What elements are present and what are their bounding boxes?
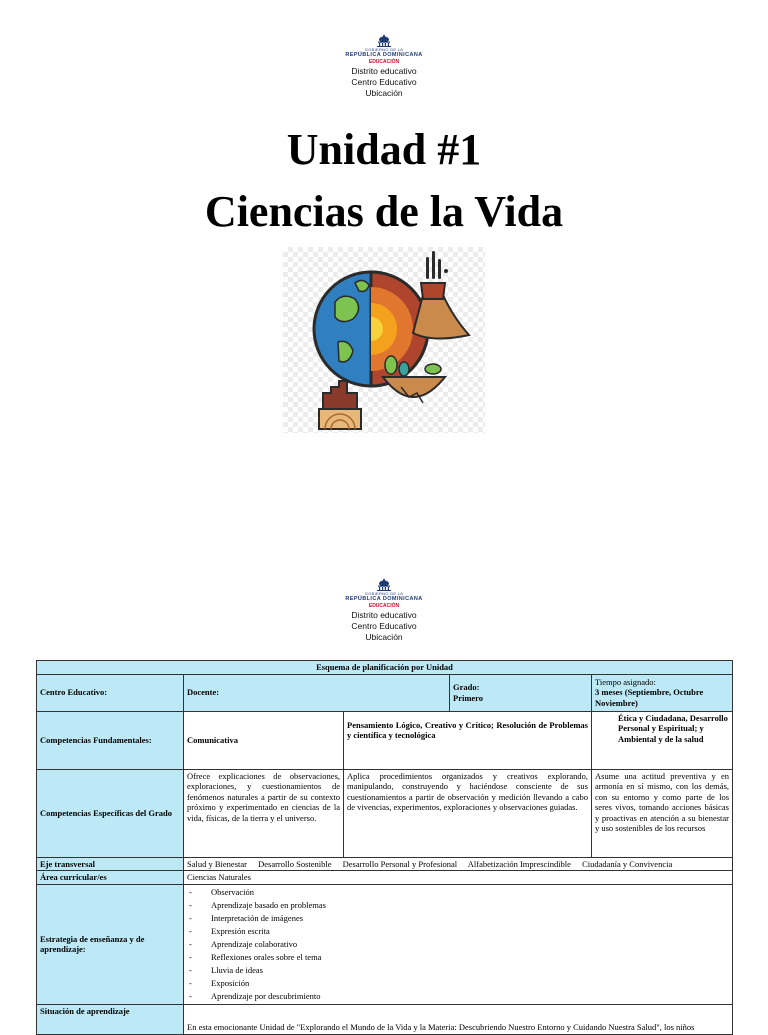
center-label: Centro Educativo (351, 77, 417, 87)
eje-values (184, 857, 733, 871)
ministry-logo-2 (344, 577, 424, 610)
location-label: Ubicación (365, 88, 403, 98)
eje-item: Desarrollo Personal y Profesional (342, 858, 458, 869)
list-item: - Observación (187, 886, 729, 899)
list-item: - Aprendizaje por descubrimiento (187, 990, 729, 1003)
tiempo-cell (592, 674, 733, 711)
grado-value: Primero (453, 692, 484, 703)
grado-label: Grado: (453, 682, 480, 692)
eje-item: Alfabetización Imprescindible (467, 858, 571, 869)
table-row (37, 871, 733, 885)
comp-fund-label: Competencias Fundamentales: (37, 711, 184, 769)
estrategia-list (187, 886, 729, 1003)
gov-small-text: GOBIERNO DE LA (364, 591, 404, 596)
eje-item: Ciudadanía y Convivencia (582, 858, 673, 869)
table-row (37, 857, 733, 871)
grado-cell (450, 674, 592, 711)
gov-country-text: REPÚBLICA DOMINICANA (345, 52, 423, 58)
eje-label: Eje transversal (37, 857, 184, 871)
comp-esp-2: Aplica procedimientos organizados y creativos explorando, manipulando, construyendo y haciéndose consciente de sus cuestionamientos a partir de observación y medición llevando a cabo de vivencias, experimentos, exploraciones y observaciones guiadas. (344, 769, 592, 857)
comp-esp-label: Competencias Específicas del Grado (37, 769, 184, 857)
dominican-seal-icon (374, 33, 394, 47)
list-item: - Expresión escrita (187, 925, 729, 938)
table-row (37, 674, 733, 711)
table-header-row (37, 661, 733, 675)
ministry-logo (344, 33, 424, 66)
comp-fund-1: Comunicativa (184, 711, 344, 769)
unit-planning-table (36, 660, 733, 1035)
comp-fund-2: Pensamiento Lógico, Creativo y Crítico; Resolución de Problemas y científica y tecnológica (344, 711, 592, 769)
dominican-seal-icon (374, 577, 394, 591)
comp-esp-1: Ofrece explicaciones de observaciones, exploraciones, y cuestionamientos de fenómenos naturales a partir de su contexto próximo y experimentado en ciencias de la vida, físicas, de la tierra y el universo. (184, 769, 344, 857)
list-item: - Aprendizaje colaborativo (187, 938, 729, 951)
gov-education-text: EDUCACIÓN (368, 59, 400, 65)
tiempo-label: Tiempo asignado: (595, 676, 656, 687)
earth-layers-volcano-icon (283, 247, 485, 433)
list-item: - Reflexiones orales sobre el tema (187, 951, 729, 964)
earth-illustration (283, 247, 485, 433)
estrategia-label: Estrategia de enseñanza y de aprendizaje: (37, 884, 184, 1004)
list-item: - Aprendizaje basado en problemas (187, 899, 729, 912)
center-label: Centro Educativo (351, 621, 417, 631)
unit-subtitle: Ciencias de la Vida (204, 187, 564, 236)
comp-esp-3: Asume una actitud preventiva y en armonía en sí mismo, con los demás, con su entorno y como parte de los seres vivos, tomando acciones básicas y proactivas en atención a su bienestar y uso sostenibles de los recursos (592, 769, 733, 857)
page2-header (0, 577, 768, 643)
list-item: - Interpretación de imágenes (187, 912, 729, 925)
tiempo-value: 3 meses (Septiembre, Octubre Noviembre) (595, 687, 704, 708)
table-title: Esquema de planificación por Unidad (37, 661, 733, 675)
table-row (37, 711, 733, 769)
area-label: Área curricular/es (37, 871, 184, 885)
situacion-label: Situación de aprendizaje (37, 1004, 184, 1034)
gov-country-text: REPÚBLICA DOMINICANA (345, 596, 423, 602)
table-row (37, 1004, 733, 1034)
location-label: Ubicación (365, 632, 403, 642)
table-row (37, 769, 733, 857)
gov-education-text: EDUCACIÓN (368, 603, 400, 609)
situacion-text: En esta emocionante Unidad de "Explorando el Mundo de la Vida y la Materia: Descubriendo Nuestro Entorno y Cuidando Nuestra Salud", los niños (184, 1004, 733, 1034)
eje-item: Desarrollo Sostenible (258, 858, 332, 869)
list-item: - Exposición (187, 977, 729, 990)
cover-header (0, 33, 768, 99)
area-value: Ciencias Naturales (184, 871, 733, 885)
centro-educativo-label: Centro Educativo: (37, 674, 184, 711)
list-item: - Lluvia de ideas (187, 964, 729, 977)
docente-label: Docente: (184, 674, 450, 711)
eje-item: Salud y Bienestar (187, 858, 247, 869)
gov-small-text: GOBIERNO DE LA (364, 47, 404, 52)
district-label: Distrito educativo (351, 610, 417, 620)
comp-fund-3: Ética y Ciudadana, Desarrollo Personal y Espiritual; y Ambiental y de la salud (592, 711, 733, 769)
estrategia-list-cell (184, 884, 733, 1004)
unit-title: Unidad #1 (286, 125, 482, 174)
table-row (37, 884, 733, 1004)
district-label: Distrito educativo (351, 66, 417, 76)
